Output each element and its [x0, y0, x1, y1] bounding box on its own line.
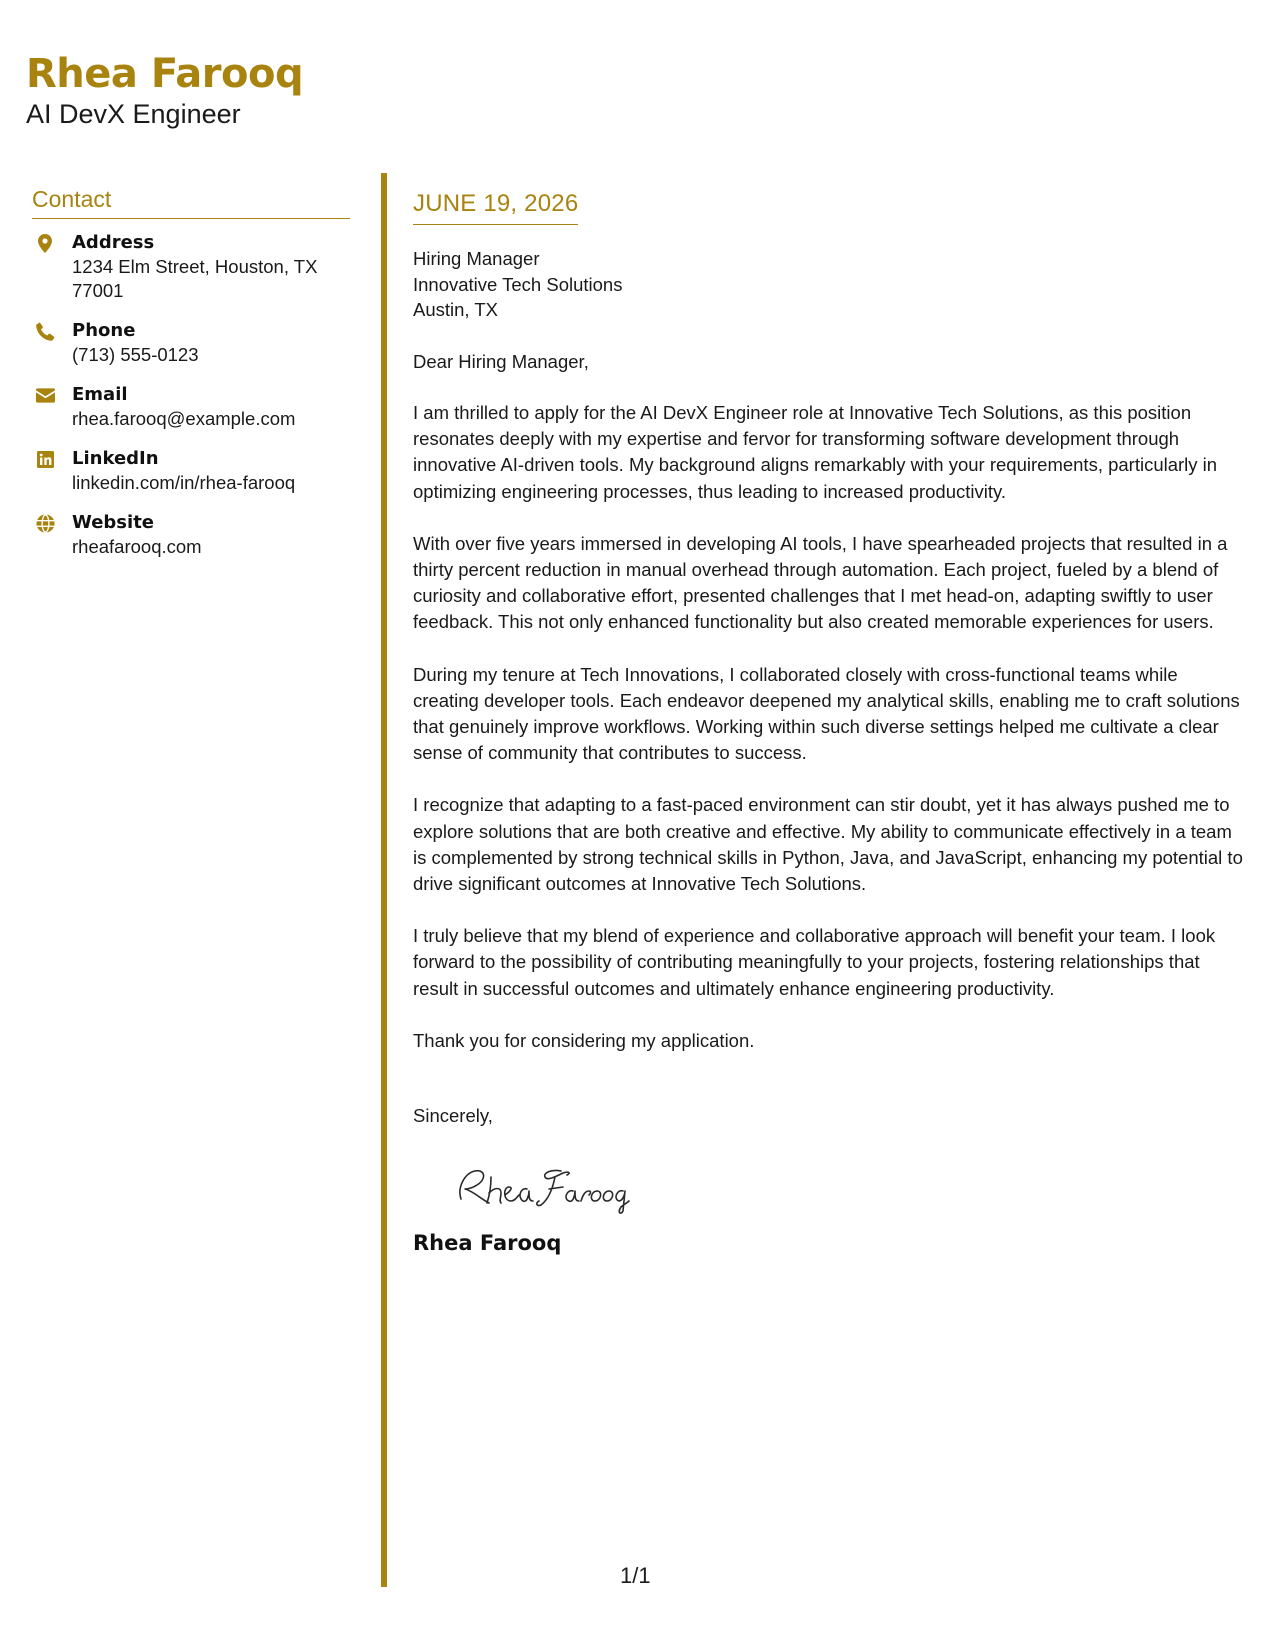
contact-item-website: [32, 511, 350, 559]
envelope-icon: [34, 384, 56, 406]
contact-label: LinkedIn: [72, 448, 159, 469]
contact-address-value: 1234 Elm Street, Houston, TX 77001: [72, 256, 318, 301]
contact-heading: Contact: [32, 186, 350, 219]
recipient-line: Austin, TX: [413, 299, 499, 320]
sign-off: Sincerely,: [413, 1105, 493, 1127]
letter-body: [413, 190, 1243, 1255]
vertical-divider: [381, 173, 387, 1587]
contact-email-value: rhea.farooq@example.com: [72, 408, 296, 429]
letter-header: [26, 50, 303, 130]
contact-label: Email: [72, 384, 128, 405]
contact-item-address: [32, 231, 350, 303]
body-paragraph: I recognize that adapting to a fast-paced environment can stir doubt, yet it has always pushed me to explore solutions that are both creative and effective. My ability to communicate effectively in a team is complemented by strong technical skills in Python, Java, and JavaScript, enhancing my potential to drive significant outcomes at Innovative Tech Solutions.: [413, 794, 1243, 895]
handwritten-signature: [451, 1157, 1243, 1217]
contact-item-phone: [32, 319, 350, 367]
letter-date: JUNE 19, 2026: [413, 190, 578, 225]
recipient-block: [413, 246, 1243, 323]
salutation: Dear Hiring Manager,: [413, 350, 589, 372]
contact-label: Website: [72, 512, 155, 533]
contact-label: Address: [72, 232, 155, 253]
globe-icon: [34, 512, 56, 534]
contact-phone-value: (713) 555-0123: [72, 344, 199, 365]
contact-website-value: rheafarooq.com: [72, 536, 202, 557]
map-pin-icon: [34, 232, 56, 254]
body-paragraph: With over five years immersed in developing AI tools, I have spearheaded projects that resulted in a thirty percent reduction in manual overhead through automation. Each project, fueled by a blend of curiosity and collaborative effort, presented challenges that I met head-on, adapting swiftly to user feedback. This not only enhanced functionality but also created memorable experiences for users.: [413, 532, 1228, 633]
phone-icon: [34, 320, 56, 342]
recipient-line: Hiring Manager: [413, 248, 540, 269]
contact-label: Phone: [72, 320, 136, 341]
contact-item-email: [32, 383, 350, 431]
contact-linkedin-value: linkedin.com/in/rhea-farooq: [72, 472, 296, 493]
contact-sidebar: [32, 186, 350, 575]
contact-item-linkedin: [32, 447, 350, 495]
signer-name: Rhea Farooq: [413, 1230, 562, 1255]
body-paragraph: I truly believe that my blend of experience and collaborative approach will benefit your team. I look forward to the possibility of contributing meaningfully to your projects, fostering relationships that result in successful outcomes and ultimately enhance engineering productivity.: [413, 925, 1216, 999]
body-paragraph: During my tenure at Tech Innovations, I collaborated closely with cross-functional teams while creating developer tools. Each endeavor deepened my analytical skills, enabling me to craft solutions that genuinely improve workflows. Working within such diverse settings helped me cultivate a clear sense of community that contributes to success.: [413, 663, 1240, 764]
applicant-title: AI DevX Engineer: [26, 99, 241, 129]
closing-line: Thank you for considering my application.: [413, 1029, 755, 1051]
body-paragraph: I am thrilled to apply for the AI DevX Engineer role at Innovative Tech Solutions, as this position resonates deeply with my expertise and fervor for transforming software development through innovative AI-driven tools. My background aligns remarkably with your requirements, particularly in optimizing engineering processes, thus leading to increased productivity.: [413, 402, 1218, 502]
recipient-line: Innovative Tech Solutions: [413, 273, 623, 295]
linkedin-icon: [34, 448, 56, 470]
applicant-name: Rhea Farooq: [26, 51, 304, 97]
page-number: 1/1: [620, 1563, 651, 1588]
